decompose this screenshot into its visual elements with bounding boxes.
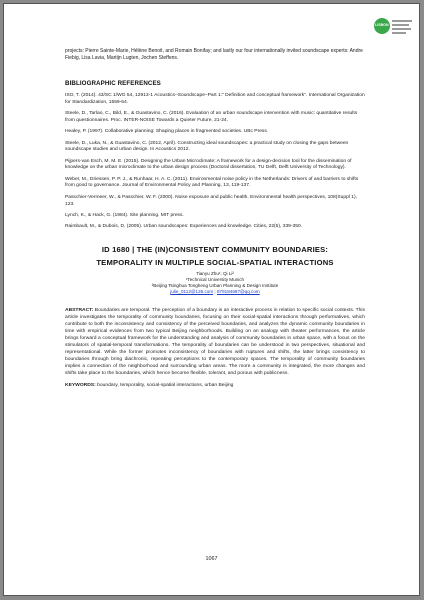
conference-logo xyxy=(374,16,414,36)
logo-text-line xyxy=(392,32,406,34)
abstract-paragraph xyxy=(65,307,365,377)
reference-entry: Pijpers-van Esch, M. M. E. (2015). Designing the Urban Microclimate: A framework for a design-decision tool for the dissemination of knowledge on the urban microclimate to the urban design process (Doctoral dissertation, TU Delft, Delft University of Technology). xyxy=(65,158,352,171)
page-content xyxy=(65,48,365,389)
keywords-text: boundary, temporality, social-spatial interactions, urban Beijing xyxy=(95,383,234,389)
reference-entry: Steele, D., Tarlao, C., Bild, E., & Guastavino, C. (2016). Evaluation of an urban soundscape intervention with music: quantitative results from questionnaires. Proc. INTER-NOISE Towards a Quieter Future, 21-24. xyxy=(65,111,358,123)
contact-emails xyxy=(65,289,365,295)
reference-list xyxy=(65,93,365,231)
paper-title xyxy=(65,243,365,269)
logo-word: LISBON xyxy=(375,23,389,27)
affiliation: ¹Technical University Munich xyxy=(185,277,245,283)
email-separator: ; xyxy=(213,289,217,295)
reference-entry: ISO, T. (2014). 43/SC 1/WG 54, 12913-1 Acoustics–Soundscape–Part 1:" Definition and conceptual framework". International Organization for Standardization, 1559-64. xyxy=(65,93,365,105)
reference-entry: Raimbault, M., & Dubois, D. (2005). Urban soundscapes: Experiences and knowledge. Cities, 22(5), 339-350. xyxy=(65,224,303,230)
abstract-text: Boundaries are temporal. The perception of a boundary is an interactive process in relation to specific social contexts. This article investigates the temporality of community boundaries, focusing on their social-spatial interactions through performatives, which contribute to both the inconsistency and consistency of the perceived boundaries, and analyzes the dynamic community boundaries in time with empirical evidences from two typical Beijing neighborhoods. Building on an analogy with theater performances, the article brings forward a conceptual framework for the understanding and analysis of community boundaries in urban space, with a focus on the stimulators of spatial-temporal transformations. The temporality of boundaries can be understood in two perspectives, situational and representational. While the former promotes inconsistency of boundaries with ruptures and shifts, the latter brings consistency to boundaries through bring diachronic, repeating perceptions to the contemporary spaces. The temporality of community boundaries implies a connection of the neighborhood and surrounding urban areas. The more a community is integrated, the more changes and shifts take place to the boundaries, which hence become flexible, tolerant, and porous with publicness. xyxy=(65,308,365,377)
reference-entry: Passchier-Vermeer, W., & Passchier, W. F. (2000). Noise exposure and public health. Environmental health perspectives, 108(Suppl 1), 123. xyxy=(65,194,357,207)
paper-title-line: ID 1680 | THE (IN)CONSISTENT COMMUNITY BOUNDARIES: xyxy=(101,245,329,255)
abstract-label: ABSTRACT: xyxy=(65,308,94,314)
email-link[interactable]: 878184687@qq.com xyxy=(217,289,260,295)
bibliography-heading: BIBLIOGRAPHIC REFERENCES xyxy=(65,80,161,87)
document-page xyxy=(3,3,420,596)
logo-text-line xyxy=(392,28,411,30)
keywords-label: KEYWORDS: xyxy=(65,383,96,389)
paper-title-line: TEMPORALITY IN MULTIPLE SOCIAL-SPATIAL INTERACTIONS xyxy=(96,258,334,268)
affiliation: ²Beijing Tsinghua Tongheng Urban Planning & Design Institute xyxy=(151,283,279,289)
page-number: 1067 xyxy=(205,556,218,562)
author-block xyxy=(65,271,365,289)
author-names: Tianyu Zhu¹; Qi Li² xyxy=(196,271,234,277)
reference-entry: Lynch, K., & Hack, G. (1984). Site planning. MIT press. xyxy=(65,212,184,218)
logo-text-line xyxy=(392,20,412,22)
logo-text-line xyxy=(392,24,409,26)
reference-entry: Healey, P. (1997). Collaborative planning: Shaping places in fragmented societies. UBc Press. xyxy=(65,129,269,135)
reference-entry: Steele, D., Luka, N., & Guastavino, C. (2012, April). Constructing ideal soundscapes: a practical study on closing the gaps between soundscape studies and urban design. In Acoustics 2012. xyxy=(65,140,349,153)
intro-paragraph: projects: Pierre Sainte-Marie, Hélène Benoit, and Romain Bonifay; and lastly our four internationally invited soundscape experts: Andre Fiebig, Lisa Lavia, Martijn Lugten, Jochen Steffens. xyxy=(65,48,363,61)
reference-entry: Weber, M., Driessen, P. P. J., & Runhaar, H. A. C. (2011). Environmental noise policy in the Netherlands: Drivers of and barriers to shifts from good to governance. Journal of Environmental Policy and Planning, 13, 119-137. xyxy=(65,176,359,189)
keywords-paragraph xyxy=(65,382,365,389)
email-link[interactable]: julie_0112@126.com xyxy=(170,289,214,295)
